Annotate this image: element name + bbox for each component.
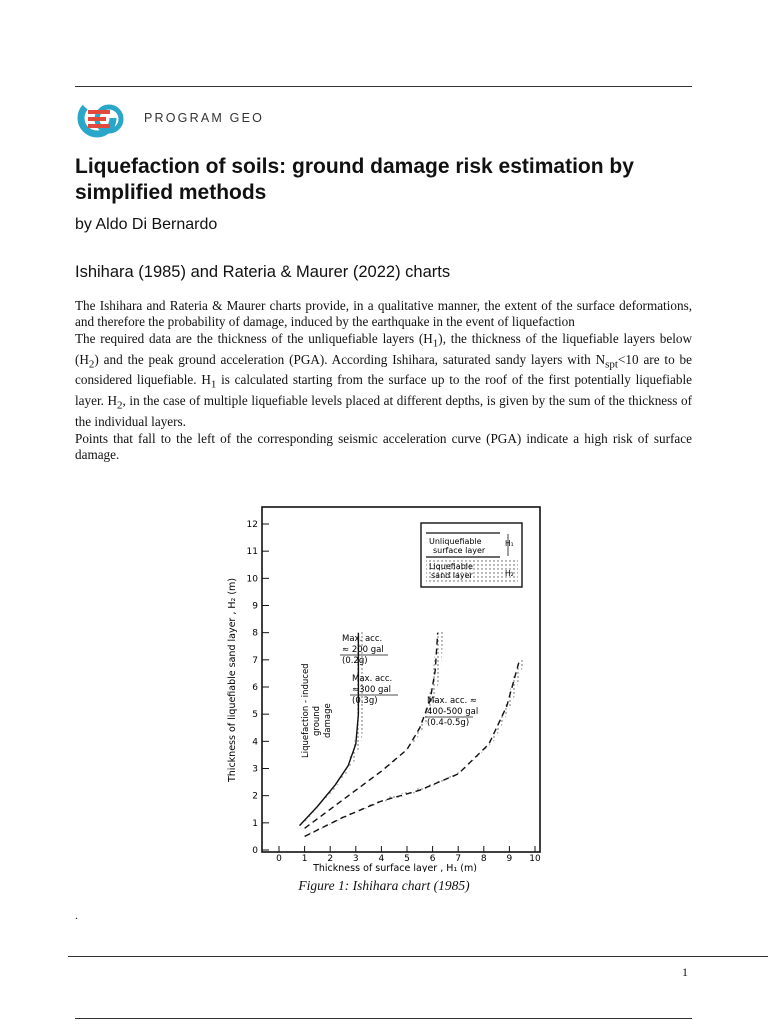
x-axis-label: Thickness of surface layer , H₁ (m) (313, 863, 477, 872)
page-number: 1 (682, 965, 688, 979)
svg-text:sand layer: sand layer (431, 571, 473, 580)
author-line: by Aldo Di Bernardo (75, 216, 218, 233)
svg-text:H₁: H₁ (505, 539, 514, 548)
x-tick-label: 0 (276, 854, 282, 864)
y-tick-label: 5 (252, 710, 258, 721)
svg-text:Liquefiable: Liquefiable (429, 562, 473, 571)
curve-label-text: ≈ 200 gal (342, 645, 384, 655)
paragraph-risk: Points that fall to the left of the corresponding seismic acceleration curve (PGA) indicate a high risk of surface damage. (75, 430, 692, 462)
y-tick-label: 10 (246, 574, 258, 585)
curve-label-text: Max. acc. ≈ (427, 696, 478, 706)
brand-name: PROGRAM GEO (144, 111, 265, 125)
paragraph-required-data: The required data are the thickness of the unliquefiable layers $(H_1)$, the thickness of the liquefiable layers below $(H_2)$ and the peak ground acceleration (PGA). According Ishihara, saturated sandy layers with $N_{spt}<10$ are to be considered liquefiable. $H_1$ is calculated starting from the surface up to the roof of the first potentially liquefiable layer. $H_2$, in the case of multiple liquefiable levels placed at different depths, is given by the sum of the thickness of the individual layers. (75, 330, 692, 430)
x-tick-label: 2 (327, 854, 334, 864)
hatch-band (303, 656, 526, 839)
svg-text:ground: ground (312, 705, 322, 736)
svg-text:surface layer: surface layer (433, 546, 486, 555)
footer-rule (68, 956, 768, 957)
document-title: Liquefaction of soils: ground damage risk estimation by simplified methods (75, 155, 634, 204)
ishihara-chart (225, 500, 555, 872)
curve-label-text: Max. acc. (352, 674, 393, 684)
y-tick-label: 0 (252, 846, 258, 856)
svg-text:Liquefaction - induced: Liquefaction - induced (301, 663, 311, 758)
y-tick-label: 2 (252, 791, 258, 802)
curve-label-text: Max. acc. (342, 634, 383, 644)
y-tick-label: 6 (252, 683, 258, 693)
damage-region-label (301, 663, 333, 758)
stray-dot: . (75, 908, 78, 922)
soil-profile-inset (421, 523, 522, 587)
x-tick-label: 7 (455, 854, 462, 864)
svg-text:damage: damage (323, 703, 333, 738)
y-tick-label: 4 (252, 737, 258, 748)
x-tick-label: 8 (480, 854, 487, 864)
section-heading: Ishihara (1985) and Rateria & Maurer (2022) charts (75, 263, 451, 281)
y-tick-label: 11 (246, 547, 258, 558)
curve-label-text: 400-500 gal (427, 707, 479, 717)
body-text (75, 298, 692, 463)
curve-label-text: (0.2g) (342, 656, 368, 666)
program-geo-logo-icon (76, 96, 128, 140)
y-tick-label: 9 (252, 601, 258, 612)
x-tick-label: 9 (506, 854, 513, 864)
pga-curve-line (305, 660, 520, 837)
x-tick-label: 5 (404, 854, 410, 864)
y-tick-label: 3 (252, 764, 258, 775)
curve-label-text: ≈300 gal (352, 685, 392, 695)
y-tick-label: 8 (252, 628, 258, 639)
figure-caption: Figure 1: Ishihara chart (1985) (298, 878, 470, 893)
x-tick-label: 4 (378, 854, 385, 864)
y-tick-label: 1 (252, 818, 258, 829)
x-tick-label: 10 (529, 854, 541, 864)
y-tick-label: 12 (246, 520, 258, 530)
svg-text:H₂: H₂ (505, 569, 514, 578)
y-tick-label: 7 (252, 655, 258, 666)
curve-label-text: (0.3g) (352, 696, 378, 706)
x-tick-label: 1 (301, 854, 308, 864)
x-tick-label: 6 (429, 854, 436, 864)
paragraph-intro: The Ishihara and Rateria & Maurer charts provide, in a qualitative manner, the extent of the surface deformations, and therefore the probability of damage, induced by the earthquake in the event of liquefaction (75, 298, 692, 330)
x-tick-label: 3 (352, 854, 359, 864)
y-axis-label: Thickness of liquefiable sand layer , H₂ (m) (227, 577, 238, 783)
curve-label-text: (0.4-0.5g) (427, 718, 470, 728)
svg-text:Unliquefiable: Unliquefiable (429, 537, 482, 546)
top-rule (75, 86, 692, 87)
bottom-rule (75, 1018, 692, 1019)
